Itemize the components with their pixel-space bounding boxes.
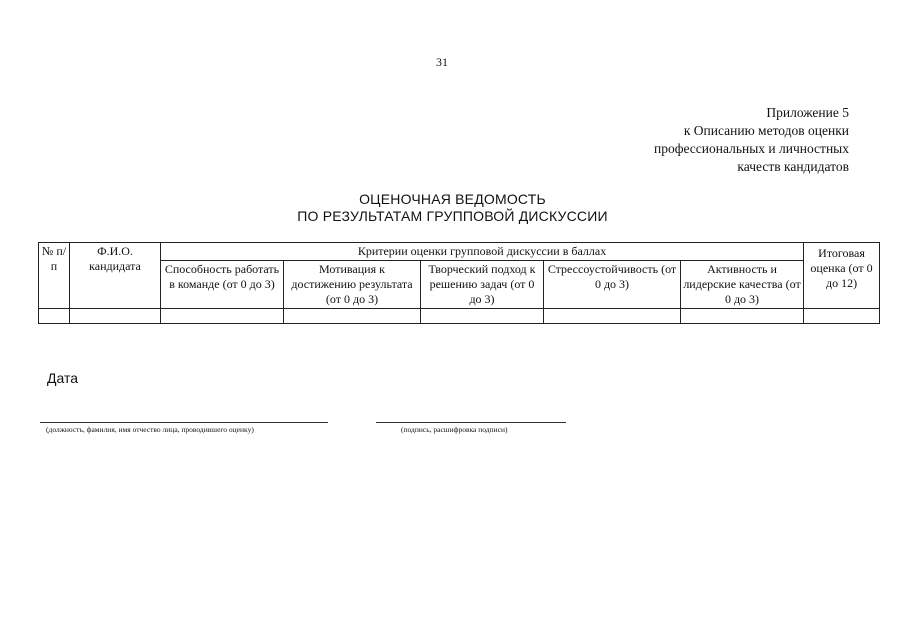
- appendix-line: Приложение 5: [766, 105, 849, 120]
- appendix-line: к Описанию методов оценки: [683, 123, 849, 138]
- header-total-score: Итоговая оценка (от 0 до 12): [804, 243, 880, 309]
- header-number: № п/п: [39, 243, 70, 309]
- title-line-1: ОЦЕНОЧНАЯ ВЕДОМОСТЬ: [359, 191, 546, 207]
- criterion-teamwork: Способность работать в команде (от 0 до 3): [161, 261, 284, 309]
- signature-caption: (подпись, расшифровка подписи): [401, 425, 508, 434]
- assessment-table: [38, 242, 880, 324]
- table-cell[interactable]: [544, 309, 681, 324]
- header-candidate-name: Ф.И.О. кандидата: [70, 243, 161, 309]
- table-cell[interactable]: [421, 309, 544, 324]
- table-cell[interactable]: [39, 309, 70, 324]
- table-subheader-row: [39, 261, 880, 309]
- appendix-reference: [654, 104, 849, 176]
- table-cell[interactable]: [804, 309, 880, 324]
- table-row: [39, 309, 880, 324]
- criterion-stress-resistance: Стрессоустойчивость (от 0 до 3): [544, 261, 681, 309]
- criterion-motivation: Мотивация к достижению результата (от 0 до 3): [284, 261, 421, 309]
- date-label: Дата: [47, 370, 79, 386]
- signature-line[interactable]: [376, 422, 566, 423]
- document-title: [0, 191, 905, 225]
- title-line-2: ПО РЕЗУЛЬТАТАМ ГРУППОВОЙ ДИСКУССИИ: [297, 208, 608, 224]
- assessor-signature-line[interactable]: [40, 422, 328, 423]
- appendix-line: качеств кандидатов: [737, 159, 849, 174]
- table-header-row: [39, 243, 880, 261]
- criterion-leadership: Активность и лидерские качества (от 0 до 3): [681, 261, 804, 309]
- table-cell[interactable]: [161, 309, 284, 324]
- page-number: 31: [436, 55, 448, 69]
- table-cell[interactable]: [70, 309, 161, 324]
- table-cell[interactable]: [681, 309, 804, 324]
- criterion-creativity: Творческий подход к решению задач (от 0 до 3): [421, 261, 544, 309]
- appendix-line: профессиональных и личностных: [653, 141, 849, 156]
- assessor-caption: (должность, фамилия, имя отчество лица, проводившего оценку): [46, 425, 254, 434]
- table-cell[interactable]: [284, 309, 421, 324]
- header-criteria: Критерии оценки групповой дискуссии в баллах: [161, 243, 804, 261]
